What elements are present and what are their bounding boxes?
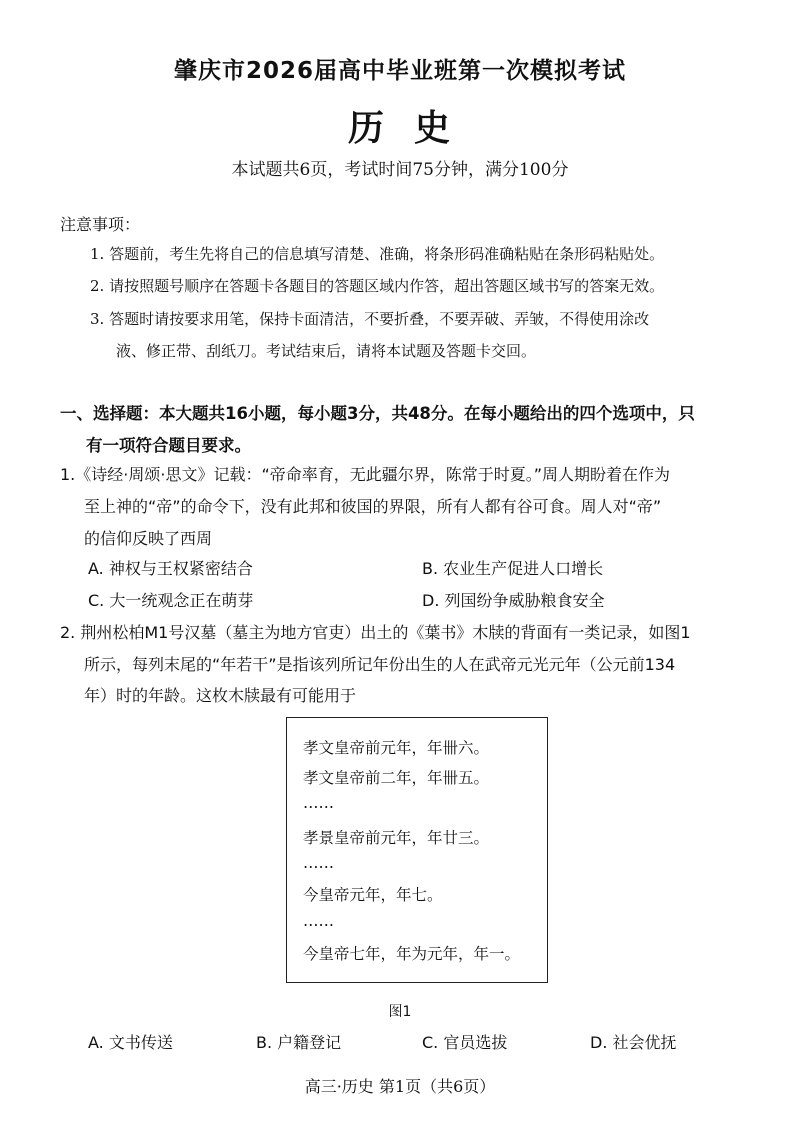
figure-1-box	[286, 717, 548, 983]
q2-option-c: C. 官员选拔	[422, 1033, 508, 1052]
note-item-1: 1. 答题前，考生先将自己的信息填写清楚、准确，将条形码准确粘贴在条形码粘贴处。	[90, 245, 665, 263]
note-item-3: 3. 答题时请按要求用笔，保持卡面清洁，不要折叠，不要弄破、弄皱，不得使用涂改	[90, 310, 650, 328]
page-footer: 高三·历史 第1页（共6页）	[304, 1077, 496, 1096]
q1-option-a: A. 神权与王权紧密结合	[88, 559, 253, 578]
q1-stem-line-3: 的信仰反映了西周	[84, 529, 213, 548]
subject-title	[0, 100, 800, 151]
q2-option-d: D. 社会优抚	[590, 1033, 677, 1052]
figure-line: 孝文皇帝前元年，年卌六。	[303, 739, 490, 757]
q1-option-d: D. 列国纷争威胁粮食安全	[422, 591, 605, 610]
note-item-3-cont: 液、修正带、刮纸刀。考试结束后，请将本试题及答题卡交回。	[116, 342, 537, 360]
figure-line: 今皇帝七年，年为元年，年一。	[303, 945, 521, 963]
section-heading-cont: 有一项符合题目要求。	[86, 436, 251, 455]
q2-stem-line-3: 年）时的年龄。这枚木牍最有可能用于	[84, 686, 357, 705]
subject-char-2: 史	[414, 107, 453, 149]
q2-option-b: B. 户籍登记	[256, 1033, 342, 1052]
figure-line: ……	[303, 794, 334, 812]
q2-stem-line-1: 2. 荆州松柏M1号汉墓（墓主为地方官吏）出土的《葉书》木牍的背面有一类记录，如图1	[60, 623, 691, 642]
figure-line: 今皇帝元年，年七。	[303, 886, 443, 904]
figure-line: 孝文皇帝前二年，年卌五。	[303, 769, 490, 787]
figure-line: ……	[303, 912, 334, 930]
q1-option-c: C. 大一统观念正在萌芽	[88, 591, 254, 610]
q2-option-a: A. 文书传送	[88, 1033, 173, 1052]
exam-info: 本试题共6页，考试时间75分钟，满分100分	[231, 160, 569, 180]
notes-title: 注意事项：	[60, 215, 141, 234]
section-heading: 一、选择题：本大题共16小题，每小题3分，共48分。在每小题给出的四个选项中，只	[60, 404, 695, 423]
q1-stem-line-1: 1.《诗经·周颂·思文》记载：“帝命率育，无此疆尔界，陈常于时夏。”周人期盼着在作为	[60, 465, 671, 484]
subject-char-1: 历	[347, 107, 386, 149]
q2-stem-line-2: 所示，每列末尾的“年若干”是指该列所记年份出生的人在武帝元光元年（公元前134	[84, 655, 676, 674]
q1-stem-line-2: 至上神的“帝”的命令下，没有此邦和彼国的界限，所有人都有谷可食。周人对“帝”	[84, 497, 662, 516]
exam-title: 肇庆市2026届高中毕业班第一次模拟考试	[173, 58, 626, 84]
figure-caption: 图1	[388, 1004, 412, 1020]
q1-option-b: B. 农业生产促进人口增长	[422, 559, 604, 578]
figure-line: ……	[303, 854, 334, 872]
figure-line: 孝景皇帝前元年，年廿三。	[303, 829, 490, 847]
note-item-2: 2. 请按照题号顺序在答题卡各题目的答题区域内作答，超出答题区域书写的答案无效。	[90, 277, 665, 295]
